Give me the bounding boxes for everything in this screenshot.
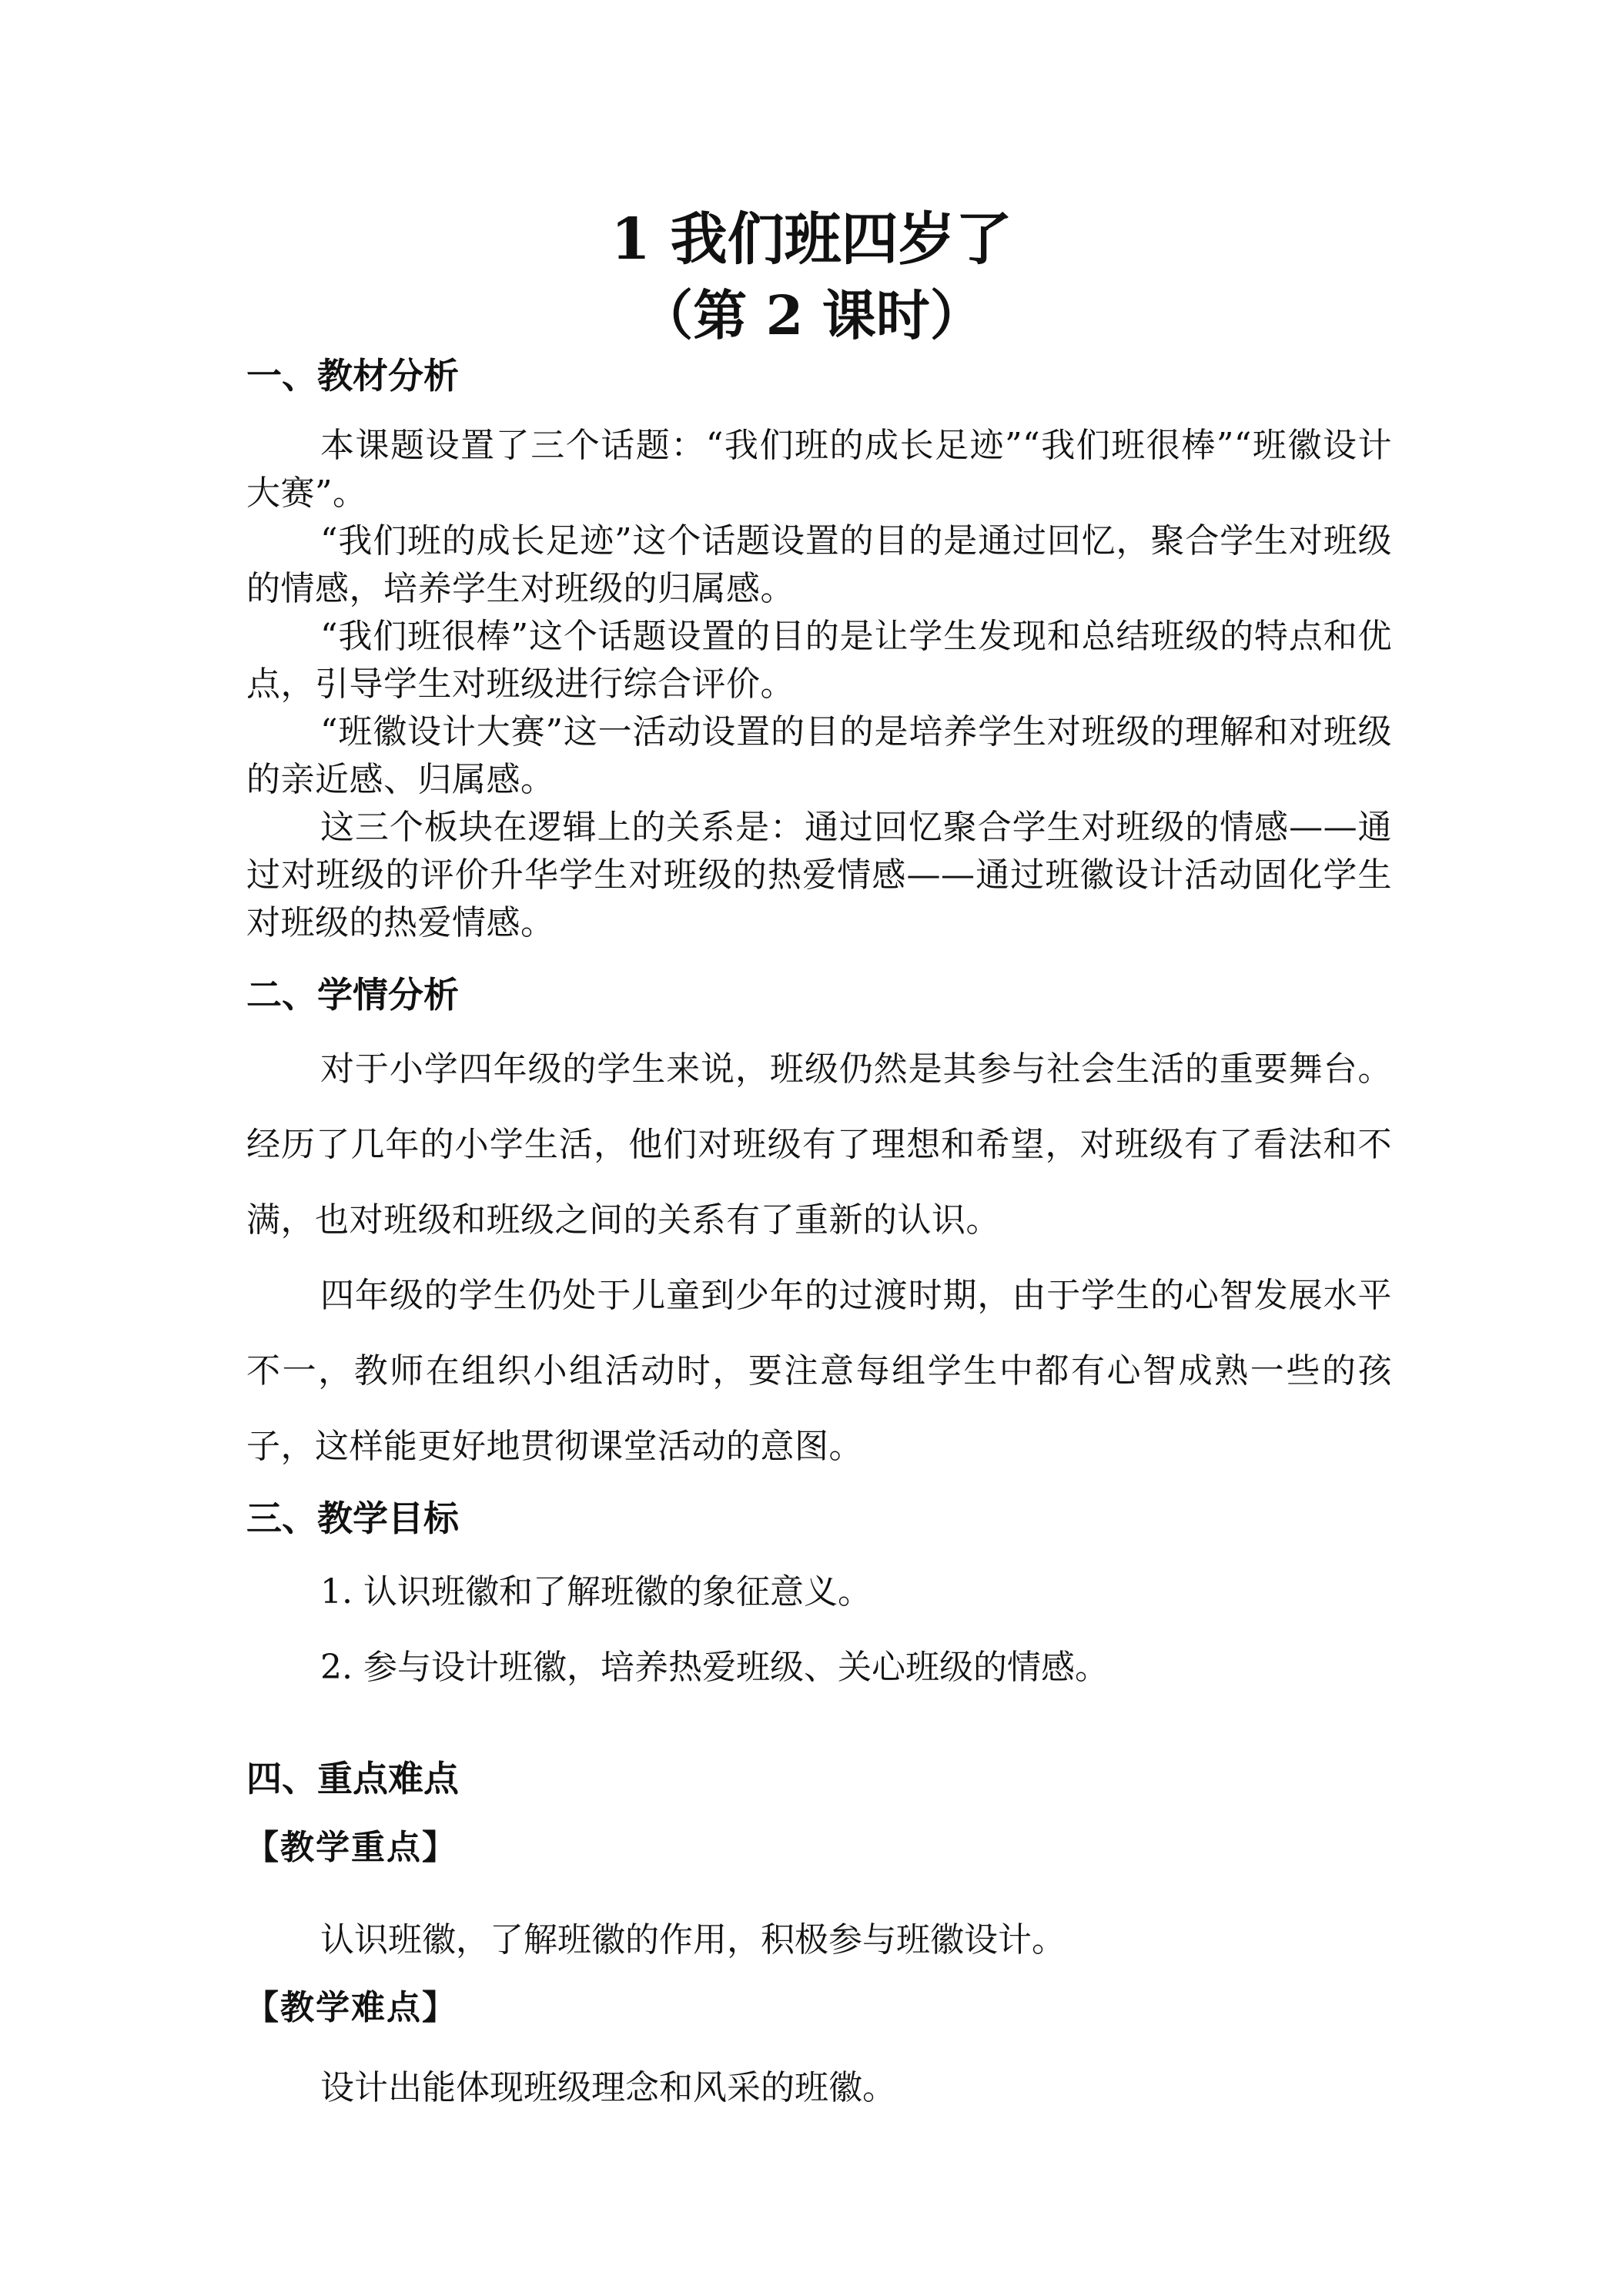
- paragraph: “我们班的成长足迹”这个话题设置的目的是通过回忆，聚合学生对班级的情感，培养学生对班级的归属感。: [246, 521, 1392, 608]
- paragraph: 这三个板块在逻辑上的关系是：通过回忆聚合学生对班级的情感——通过对班级的评价升华学生对班级的热爱情感——通过班徽设计活动固化学生对班级的热爱情感。: [246, 808, 1392, 942]
- paragraph: “班徽设计大赛”这一活动设置的目的是培养学生对班级的理解和对班级的亲近感、归属感。: [246, 712, 1392, 799]
- paragraph: 本课题设置了三个话题：“我们班的成长足迹”“我们班很棒”“班徽设计大赛”。: [246, 426, 1392, 513]
- lesson-title: 1 我们班四岁了: [611, 206, 1012, 273]
- paragraph: 对于小学四年级的学生来说，班级仍然是其参与社会生活的重要舞台。经历了几年的小学生活，他们对班级有了理想和希望，对班级有了看法和不满，也对班级和班级之间的关系有了重新的认识。: [246, 1049, 1392, 1240]
- difficult-point-text: 设计出能体现班级理念和风采的班徽。: [320, 2068, 896, 2107]
- section-heading-learner-analysis: 二、学情分析: [246, 974, 459, 1016]
- section-heading-teaching-goals: 三、教学目标: [246, 1498, 459, 1539]
- difficult-point-label: 【教学难点】: [245, 1988, 457, 2027]
- goal-item: 2. 参与设计班徽，培养热爱班级、关心班级的情感。: [320, 1648, 1109, 1687]
- section-heading-textbook-analysis: 一、教材分析: [246, 355, 459, 397]
- key-point-label: 【教学重点】: [245, 1828, 457, 1867]
- key-point-text: 认识班徽，了解班徽的作用，积极参与班徽设计。: [320, 1920, 1066, 1960]
- lesson-subtitle: （第 2 课时）: [639, 283, 984, 347]
- section-heading-key-difficult-points: 四、重点难点: [246, 1758, 459, 1799]
- paragraph: “我们班很棒”这个话题设置的目的是让学生发现和总结班级的特点和优点，引导学生对班级进行综合评价。: [246, 617, 1392, 704]
- paragraph: 四年级的学生仍处于儿童到少年的过渡时期，由于学生的心智发展水平不一，教师在组织小组活动时，要注意每组学生中都有心智成熟一些的孩子，这样能更好地贯彻课堂活动的意图。: [246, 1276, 1392, 1466]
- goal-item: 1. 认识班徽和了解班徽的象征意义。: [320, 1572, 872, 1612]
